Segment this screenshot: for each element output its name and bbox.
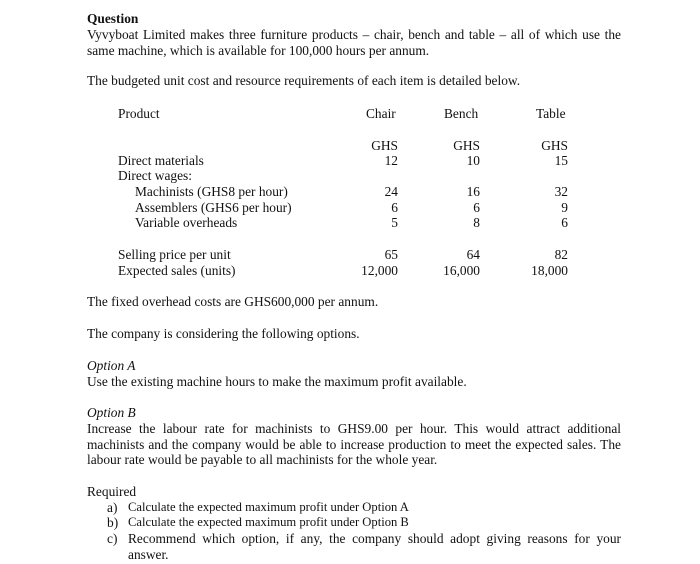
chair-column-header: Chair	[366, 106, 396, 121]
machinists-table: 32	[554, 184, 568, 199]
assemblers-table: 9	[561, 200, 568, 215]
chair-currency: GHS	[371, 138, 398, 153]
direct-materials-label: Direct materials	[118, 153, 204, 168]
option-a-text: Use the existing machine hours to make the maximum profit available.	[87, 374, 467, 389]
machinists-chair: 24	[384, 184, 398, 199]
direct-materials-chair: 12	[384, 153, 398, 168]
expected-sales-chair: 12,000	[361, 263, 398, 278]
fixed-overhead-text: The fixed overhead costs are GHS600,000 per annum.	[87, 294, 379, 309]
bench-currency: GHS	[453, 138, 480, 153]
required-title: Required	[87, 484, 137, 499]
required-item-b-text: Calculate the expected maximum profit under Option B	[128, 515, 409, 529]
variable-overheads-table: 6	[561, 215, 568, 230]
considering-text: The company is considering the following options.	[87, 326, 360, 341]
direct-materials-table: 15	[554, 153, 568, 168]
selling-price-bench: 64	[466, 247, 480, 262]
required-item-c-text: Recommend which option, if any, the company should adopt giving reasons for your answer.	[128, 531, 621, 562]
question-heading: Question	[87, 11, 139, 26]
variable-overheads-bench: 8	[473, 215, 480, 230]
required-item-b-letter: b)	[107, 515, 119, 530]
option-a-title: Option A	[87, 358, 136, 373]
assemblers-label: Assemblers (GHS6 per hour)	[135, 200, 292, 215]
expected-sales-table: 18,000	[531, 263, 568, 278]
required-item-c-letter: c)	[107, 531, 118, 546]
machinists-label: Machinists (GHS8 per hour)	[135, 184, 288, 199]
direct-materials-bench: 10	[466, 153, 480, 168]
option-b-title: Option B	[87, 405, 136, 420]
budget-intro: The budgeted unit cost and resource requirements of each item is detailed below.	[87, 73, 521, 88]
table-currency: GHS	[541, 138, 568, 153]
expected-sales-bench: 16,000	[443, 263, 480, 278]
machinists-bench: 16	[466, 184, 480, 199]
variable-overheads-label: Variable overheads	[135, 215, 238, 230]
variable-overheads-chair: 5	[391, 215, 398, 230]
table-column-header: Table	[536, 106, 566, 121]
assemblers-bench: 6	[473, 200, 480, 215]
required-item-a-letter: a)	[107, 500, 118, 515]
selling-price-label: Selling price per unit	[118, 247, 231, 262]
assemblers-chair: 6	[391, 200, 398, 215]
bench-column-header: Bench	[444, 106, 479, 121]
selling-price-table: 82	[554, 247, 568, 262]
intro-paragraph: Vyvyboat Limited makes three furniture products – chair, bench and table – all of which use the same machine, which is available for 100,000 hours per annum.	[87, 27, 621, 58]
expected-sales-label: Expected sales (units)	[118, 263, 236, 278]
option-b-text: Increase the labour rate for machinists to GHS9.00 per hour. This would attract additional machinists and the company would be able to increase production to meet the expected sales. The labour rate would be payable to all machinists for the whole year.	[87, 421, 621, 468]
product-column-header: Product	[118, 106, 160, 121]
selling-price-chair: 65	[384, 247, 398, 262]
required-item-a-text: Calculate the expected maximum profit under Option A	[128, 500, 409, 514]
direct-wages-label: Direct wages:	[118, 168, 192, 183]
